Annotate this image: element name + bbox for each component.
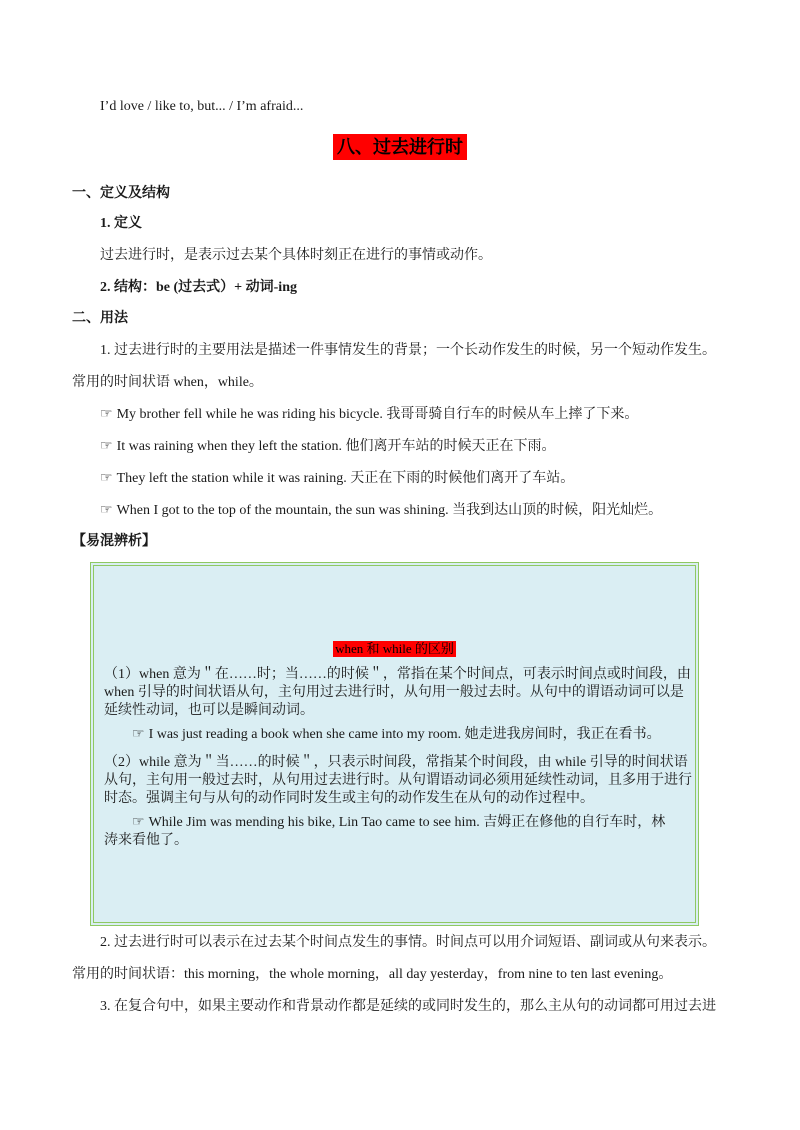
- pointing-hand-icon: ☞: [100, 503, 113, 518]
- chapter-title-wrap: [0, 134, 800, 160]
- box-title: when 和 while 的区别: [335, 641, 454, 656]
- intro-line: I’d love / like to, but... / I’m afraid...: [100, 99, 304, 114]
- example-item: ☞ My brother fell while he was riding his bicycle. 我哥哥骑自行车的时候从车上摔了下来。: [100, 407, 639, 422]
- definition-subheading: 1. 定义: [100, 216, 142, 231]
- box-paragraph-line: 时态。强调主句与从句的动作同时发生或主句的动作发生在从句的动作过程中。: [104, 791, 594, 806]
- pointing-hand-icon: ☞: [132, 727, 145, 742]
- usage1-line1: 1. 过去进行时的主要用法是描述一件事情发生的背景；一个长动作发生的时候，另一个短动作发生。: [100, 343, 716, 358]
- example-item: ☞ It was raining when they left the station. 他们离开车站的时候天正在下雨。: [100, 439, 556, 454]
- box-example-continuation: 涛来看他了。: [104, 833, 188, 848]
- confusion-heading: 【易混辨析】: [72, 534, 156, 549]
- usage-heading: 二、用法: [72, 311, 128, 326]
- example-item: ☞ They left the station while it was raining. 天正在下雨的时候他们离开了车站。: [100, 471, 575, 486]
- definition-text: 过去进行时，是表示过去某个具体时刻正在进行的事情或动作。: [100, 248, 492, 263]
- pointing-hand-icon: ☞: [100, 407, 113, 422]
- structure-subheading: 2. 结构：be (过去式）+ 动词-ing: [100, 280, 297, 295]
- box-paragraph-line: 从句，主句用一般过去时，从句用过去进行时。从句谓语动词必须用延续性动词，且多用于进行: [104, 773, 692, 788]
- definition-heading: 一、定义及结构: [72, 186, 170, 201]
- usage2-line2: 常用的时间状语：this morning，the whole morning，all day yesterday，from nine to ten last evening。: [72, 967, 673, 982]
- chapter-title: 八、过去进行时: [333, 134, 467, 160]
- pointing-hand-icon: ☞: [100, 439, 113, 454]
- box-paragraph-line: 延续性动词，也可以是瞬间动词。: [104, 703, 314, 718]
- pointing-hand-icon: ☞: [100, 471, 113, 486]
- example-item: ☞ When I got to the top of the mountain, the sun was shining. 当我到达山顶的时候，阳光灿烂。: [100, 503, 663, 518]
- box-paragraph-line: （1）when 意为＂在……时；当……的时候＂，常指在某个时间点，可表示时间点或时间段，由: [104, 667, 691, 682]
- pointing-hand-icon: ☞: [132, 815, 145, 830]
- box-title-wrap: [94, 640, 695, 658]
- usage3-line1: 3. 在复合句中，如果主要动作和背景动作都是延续的或同时发生的，那么主从句的动词都可用过去进: [100, 999, 716, 1014]
- box-paragraph-line: （2）while 意为＂当……的时候＂，只表示时间段，常指某个时间段，由 while 引导的时间状语: [104, 755, 688, 770]
- box-example: ☞ I was just reading a book when she came into my room. 她走进我房间时，我正在看书。: [132, 727, 661, 742]
- box-paragraph-line: when 引导的时间状语从句，主句用过去进行时，从句用一般过去时。从句中的谓语动词可以是: [104, 685, 684, 700]
- box-example: ☞ While Jim was mending his bike, Lin Tao came to see him. 吉姆正在修他的自行车时，林: [132, 815, 666, 830]
- usage1-line2: 常用的时间状语 when，while。: [72, 375, 263, 390]
- usage2-line1: 2. 过去进行时可以表示在过去某个时间点发生的事情。时间点可以用介词短语、副词或从句来表示。: [100, 935, 716, 950]
- comparison-box: [90, 562, 699, 926]
